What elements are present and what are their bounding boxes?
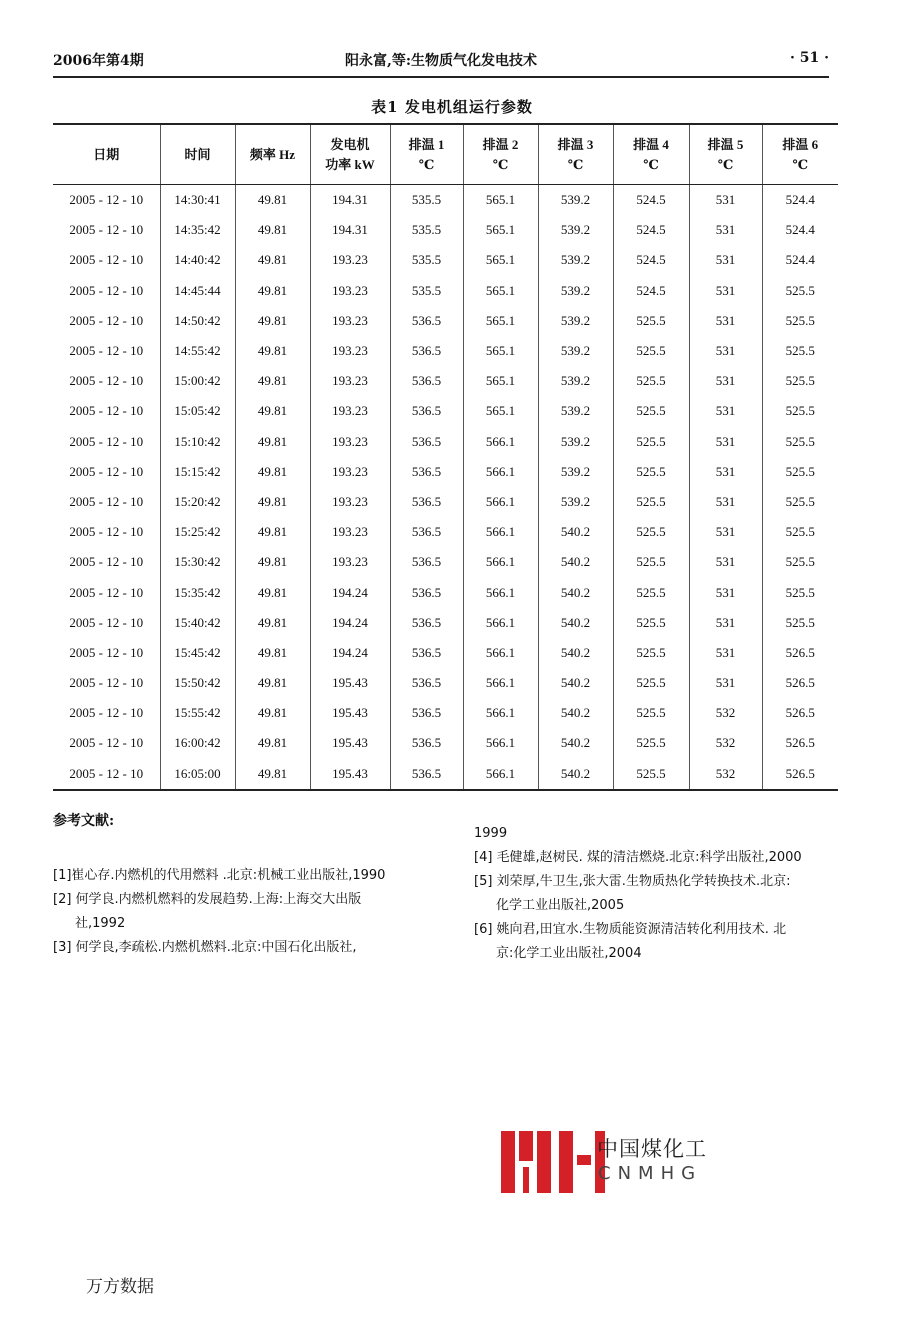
table-cell: 49.81 [235,185,310,216]
table-cell: 525.5 [762,396,838,426]
table-cell: 15:50:42 [160,668,235,698]
column-header-line: 排温 1 [408,136,445,152]
column-header [390,124,463,185]
table-cell: 540.2 [538,547,613,577]
table-cell: 539.2 [538,396,613,426]
table-cell: 2005 - 12 - 10 [53,366,160,396]
table-cell: 536.5 [390,577,463,607]
journal-issue: 2006年第4期 [53,53,144,69]
table-cell: 536.5 [390,668,463,698]
column-header-line: ℃ [418,156,435,172]
table-row [53,457,838,487]
table-cell: 536.5 [390,427,463,457]
table-cell: 15:55:42 [160,698,235,728]
table-header-row [53,124,838,185]
table-cell: 49.81 [235,427,310,457]
table-cell: 531 [689,487,762,517]
table-cell: 539.2 [538,336,613,366]
table-cell: 536.5 [390,366,463,396]
table-cell: 525.5 [613,608,689,638]
column-header [689,124,762,185]
table-cell: 2005 - 12 - 10 [53,215,160,245]
logo-bar [559,1131,573,1193]
table-cell: 49.81 [235,668,310,698]
column-header-line: 时间 [184,146,211,162]
table-cell: 540.2 [538,759,613,790]
column-header-line: 频率 Hz [249,146,296,162]
column-header [463,124,538,185]
logo-bar [577,1155,591,1165]
column-header-line: 排温 5 [707,136,744,152]
table-cell: 536.5 [390,336,463,366]
table-cell: 16:05:00 [160,759,235,790]
table-cell: 524.4 [762,185,838,216]
table-cell: 535.5 [390,245,463,275]
column-header-line: 功率 kW [325,156,375,172]
table-cell: 525.5 [613,759,689,790]
generator-parameters-table [53,123,838,791]
table-cell: 2005 - 12 - 10 [53,517,160,547]
table-cell: 539.2 [538,306,613,336]
table-cell: 536.5 [390,728,463,758]
table-cell: 49.81 [235,306,310,336]
table-cell: 540.2 [538,698,613,728]
table-cell: 525.5 [613,638,689,668]
table-cell: 536.5 [390,608,463,638]
table-cell: 14:50:42 [160,306,235,336]
table-cell: 193.23 [310,366,390,396]
column-header-line: 排温 6 [782,136,819,152]
column-header [762,124,838,185]
table-cell: 193.23 [310,547,390,577]
table-cell: 49.81 [235,698,310,728]
table-cell: 15:45:42 [160,638,235,668]
column-header-line: 日期 [93,146,120,162]
table-row [53,517,838,547]
table-cell: 536.5 [390,638,463,668]
table-cell: 49.81 [235,728,310,758]
reference-text-continued: 社,1992 [75,916,126,931]
table-cell: 193.23 [310,457,390,487]
table-row [53,306,838,336]
table-cell: 566.1 [463,698,538,728]
reference-item [53,888,443,936]
table-cell: 536.5 [390,306,463,336]
table-cell: 193.23 [310,276,390,306]
table-cell: 524.5 [613,215,689,245]
table-cell: 2005 - 12 - 10 [53,487,160,517]
table-cell: 49.81 [235,638,310,668]
reference-item [53,936,443,960]
references-title: 参考文献: [53,813,115,829]
column-header [538,124,613,185]
table-cell: 536.5 [390,759,463,790]
logo-name-en: CNMHG [598,1163,703,1184]
reference-text: [1]崔心存.内燃机的代用燃料 .北京:机械工业出版社,1990 [53,868,386,883]
reference-item [474,846,864,870]
table-cell: 2005 - 12 - 10 [53,457,160,487]
table-cell: 566.1 [463,577,538,607]
table-cell: 525.5 [613,427,689,457]
reference-text-continued: 化学工业出版社,2005 [496,898,625,913]
table-cell: 193.23 [310,517,390,547]
table-cell: 2005 - 12 - 10 [53,427,160,457]
table-cell: 525.5 [613,728,689,758]
table-cell: 195.43 [310,759,390,790]
column-header-line: 排温 4 [633,136,669,152]
running-head [53,44,829,78]
table-cell: 525.5 [613,517,689,547]
table-cell: 2005 - 12 - 10 [53,336,160,366]
table-cell: 2005 - 12 - 10 [53,276,160,306]
table-cell: 194.31 [310,215,390,245]
table-cell: 2005 - 12 - 10 [53,185,160,216]
table-row [53,668,838,698]
table-cell: 2005 - 12 - 10 [53,306,160,336]
table-cell: 2005 - 12 - 10 [53,698,160,728]
table-cell: 194.24 [310,608,390,638]
table-cell: 540.2 [538,577,613,607]
table-cell: 535.5 [390,276,463,306]
logo-bar [523,1167,529,1193]
reference-text: [4] 毛健雄,赵树民. 煤的清洁燃烧.北京:科学出版社,2000 [474,850,802,865]
reference-item [474,870,864,918]
table-row [53,577,838,607]
table-cell: 14:30:41 [160,185,235,216]
table-cell: 15:00:42 [160,366,235,396]
column-header-line: ℃ [643,156,659,172]
table-cell: 525.5 [613,366,689,396]
table-cell: 49.81 [235,608,310,638]
table-caption: 表1 发电机组运行参数 [371,98,533,116]
table-cell: 525.5 [762,427,838,457]
table-cell: 532 [689,698,762,728]
article-short-title: 阳永富,等:生物质气化发电技术 [344,53,538,69]
table-row [53,336,838,366]
table-cell: 539.2 [538,185,613,216]
column-header-line: ℃ [792,156,809,172]
table-cell: 525.5 [613,336,689,366]
table-cell: 526.5 [762,668,838,698]
table-cell: 525.5 [613,396,689,426]
table-cell: 193.23 [310,427,390,457]
table-cell: 531 [689,608,762,638]
table-cell: 566.1 [463,457,538,487]
table-cell: 15:40:42 [160,608,235,638]
table-cell: 15:35:42 [160,577,235,607]
column-header-line: ℃ [717,156,734,172]
column-header [613,124,689,185]
table-row [53,759,838,790]
table-cell: 526.5 [762,759,838,790]
table-cell: 15:25:42 [160,517,235,547]
logo-name-cn: 中国煤化工 [597,1137,707,1161]
table-cell: 49.81 [235,517,310,547]
table-cell: 531 [689,638,762,668]
table-cell: 566.1 [463,668,538,698]
table-cell: 194.24 [310,577,390,607]
table-cell: 15:20:42 [160,487,235,517]
table-cell: 524.5 [613,276,689,306]
table-cell: 536.5 [390,487,463,517]
table-cell: 566.1 [463,608,538,638]
reference-text: [3] 何学良,李疏松.内燃机燃料.北京:中国石化出版社, [53,940,357,955]
table-cell: 539.2 [538,487,613,517]
table-cell: 525.5 [762,608,838,638]
table-row [53,396,838,426]
logo-bar [537,1131,551,1193]
table-cell: 2005 - 12 - 10 [53,245,160,275]
table-cell: 566.1 [463,487,538,517]
table-cell: 193.23 [310,336,390,366]
table-cell: 193.23 [310,245,390,275]
references-left-column [53,864,443,960]
table-cell: 525.5 [762,517,838,547]
table-row [53,245,838,275]
table-cell: 195.43 [310,668,390,698]
table-cell: 49.81 [235,215,310,245]
table-cell: 540.2 [538,728,613,758]
column-header-line: ℃ [492,156,509,172]
column-header [235,124,310,185]
table-cell: 531 [689,306,762,336]
table-row [53,487,838,517]
table-cell: 15:05:42 [160,396,235,426]
table-body [53,185,838,790]
table-cell: 535.5 [390,215,463,245]
table-cell: 531 [689,276,762,306]
table-cell: 540.2 [538,638,613,668]
table-cell: 539.2 [538,457,613,487]
table-cell: 565.1 [463,185,538,216]
table-cell: 524.4 [762,245,838,275]
table-cell: 539.2 [538,276,613,306]
table-cell: 526.5 [762,638,838,668]
table-row [53,276,838,306]
table-cell: 195.43 [310,728,390,758]
column-header-line: 发电机 [330,136,370,152]
table-cell: 531 [689,668,762,698]
references-right-column [474,822,864,966]
table-cell: 49.81 [235,396,310,426]
table-cell: 540.2 [538,608,613,638]
table-cell: 2005 - 12 - 10 [53,577,160,607]
reference-text: [5] 刘荣厚,牛卫生,张大雷.生物质热化学转换技术.北京: [474,874,791,889]
reference-text: [6] 姚向君,田宜水.生物质能资源清洁转化利用技术. 北 [474,922,787,937]
table-cell: 536.5 [390,457,463,487]
table-cell: 566.1 [463,728,538,758]
table-cell: 49.81 [235,759,310,790]
table-row [53,608,838,638]
table-cell: 2005 - 12 - 10 [53,396,160,426]
table-cell: 525.5 [613,457,689,487]
table-cell: 525.5 [762,577,838,607]
table-cell: 525.5 [613,487,689,517]
table-cell: 531 [689,577,762,607]
table-row [53,215,838,245]
table-row [53,638,838,668]
table-cell: 532 [689,728,762,758]
column-header [160,124,235,185]
table-cell: 16:00:42 [160,728,235,758]
table-cell: 195.43 [310,698,390,728]
table-cell: 524.5 [613,245,689,275]
reference-text-continued: 京:化学工业出版社,2004 [496,946,642,961]
table-cell: 49.81 [235,577,310,607]
table-cell: 536.5 [390,517,463,547]
table-cell: 566.1 [463,638,538,668]
logo-bar [501,1131,515,1193]
table-cell: 2005 - 12 - 10 [53,759,160,790]
table-cell: 525.5 [762,547,838,577]
table-cell: 531 [689,185,762,216]
table-cell: 14:35:42 [160,215,235,245]
table-cell: 49.81 [235,547,310,577]
table-cell: 531 [689,366,762,396]
column-header-line: 排温 3 [557,136,594,152]
table-cell: 525.5 [762,336,838,366]
table-cell: 2005 - 12 - 10 [53,608,160,638]
table-cell: 565.1 [463,396,538,426]
table-cell: 531 [689,245,762,275]
footer-source: 万方数据 [86,1277,154,1297]
column-header [53,124,160,185]
table-cell: 525.5 [762,457,838,487]
table-cell: 531 [689,396,762,426]
table-cell: 193.23 [310,396,390,426]
table-cell: 49.81 [235,487,310,517]
table-row [53,366,838,396]
table-cell: 566.1 [463,547,538,577]
table-cell: 566.1 [463,427,538,457]
table-cell: 565.1 [463,215,538,245]
reference-item [474,918,864,966]
table-cell: 525.5 [762,487,838,517]
table-cell: 2005 - 12 - 10 [53,728,160,758]
table-cell: 565.1 [463,245,538,275]
table-cell: 539.2 [538,366,613,396]
table-cell: 540.2 [538,668,613,698]
table-cell: 15:10:42 [160,427,235,457]
table-row [53,427,838,457]
table-cell: 539.2 [538,215,613,245]
table-row [53,547,838,577]
table-cell: 525.5 [613,698,689,728]
table-cell: 565.1 [463,276,538,306]
table-cell: 565.1 [463,366,538,396]
table-cell: 49.81 [235,457,310,487]
table-cell: 524.4 [762,215,838,245]
table-cell: 193.23 [310,487,390,517]
reference-item [474,822,864,846]
table-cell: 536.5 [390,396,463,426]
table-cell: 539.2 [538,427,613,457]
table-cell: 525.5 [762,306,838,336]
reference-text: [2] 何学良.内燃机燃料的发展趋势.上海:上海交大出版 [53,892,362,907]
table-cell: 14:40:42 [160,245,235,275]
table-cell: 49.81 [235,366,310,396]
table-cell: 49.81 [235,276,310,306]
table-cell: 193.23 [310,306,390,336]
table-cell: 14:55:42 [160,336,235,366]
table-cell: 2005 - 12 - 10 [53,668,160,698]
table-cell: 539.2 [538,245,613,275]
table-cell: 531 [689,457,762,487]
table-row [53,698,838,728]
table-cell: 49.81 [235,336,310,366]
table-cell: 532 [689,759,762,790]
table-cell: 566.1 [463,517,538,547]
table-cell: 565.1 [463,306,538,336]
table-cell: 14:45:44 [160,276,235,306]
table-cell: 531 [689,215,762,245]
table-cell: 524.5 [613,185,689,216]
table-cell: 15:30:42 [160,547,235,577]
page-number: · 51 · [790,50,829,66]
logo-bar [519,1131,533,1161]
table-cell: 525.5 [613,668,689,698]
table-cell: 531 [689,427,762,457]
column-header-line: ℃ [567,156,584,172]
table-cell: 540.2 [538,517,613,547]
table-cell: 15:15:42 [160,457,235,487]
table-cell: 49.81 [235,245,310,275]
table-cell: 525.5 [613,306,689,336]
table-cell: 536.5 [390,698,463,728]
reference-item [53,864,443,888]
table-cell: 531 [689,336,762,366]
table-cell: 531 [689,547,762,577]
table-cell: 2005 - 12 - 10 [53,638,160,668]
column-header-line: 排温 2 [482,136,519,152]
table-cell: 526.5 [762,728,838,758]
table-cell: 525.5 [762,366,838,396]
table-cell: 566.1 [463,759,538,790]
table-cell: 525.5 [613,577,689,607]
table-cell: 531 [689,517,762,547]
table-row [53,185,838,216]
column-header [310,124,390,185]
table-row [53,728,838,758]
table-cell: 194.24 [310,638,390,668]
table-cell: 565.1 [463,336,538,366]
table-cell: 535.5 [390,185,463,216]
table-cell: 526.5 [762,698,838,728]
table-cell: 525.5 [613,547,689,577]
table-cell: 2005 - 12 - 10 [53,547,160,577]
table-cell: 536.5 [390,547,463,577]
table-cell: 194.31 [310,185,390,216]
table-cell: 525.5 [762,276,838,306]
reference-text: 1999 [474,826,508,841]
